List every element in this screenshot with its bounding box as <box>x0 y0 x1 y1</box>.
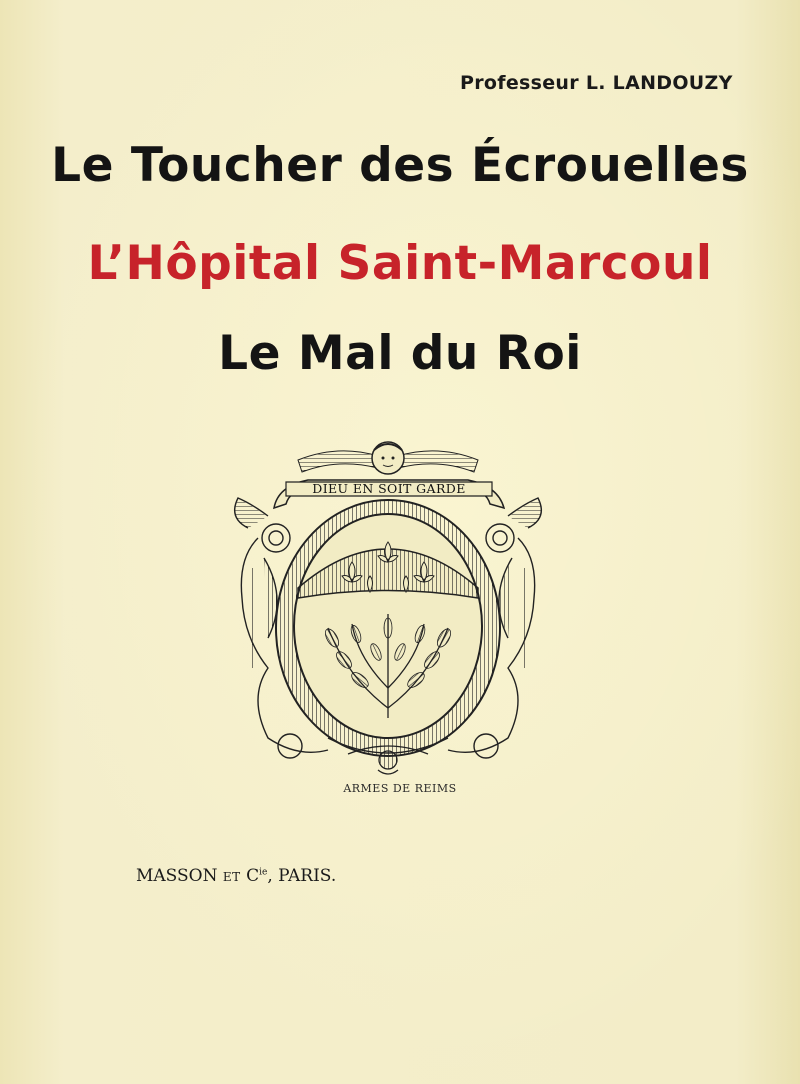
main-title: Le Toucher des Écrouelles <box>51 138 749 193</box>
publisher-joiner: ET <box>222 870 241 884</box>
subtitle-secondary: Le Mal du Roi <box>218 326 582 381</box>
subtitle-red: L’Hôpital Saint-Marcoul <box>87 236 713 291</box>
author-name: Professeur L. LANDOUZY <box>460 72 733 94</box>
publisher-line <box>136 866 336 886</box>
reims-coat-of-arms <box>228 438 548 778</box>
publisher-name: MASSON <box>136 866 218 886</box>
publisher-city: , PARIS. <box>267 866 337 886</box>
shield <box>276 500 500 756</box>
emblem-caption: ARMES DE REIMS <box>343 782 457 795</box>
cherub-ornament <box>298 442 478 474</box>
motto-text: DIEU EN SOIT GARDE <box>312 481 466 496</box>
publisher-company: C <box>246 866 260 886</box>
publisher-company-sup: ie <box>259 867 268 878</box>
